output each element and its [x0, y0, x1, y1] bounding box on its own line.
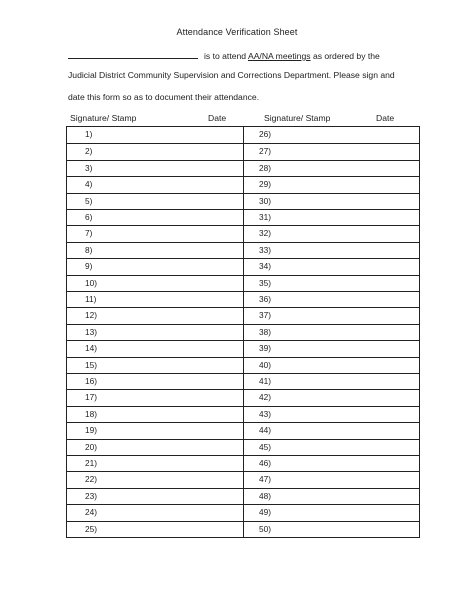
table-row [67, 127, 419, 143]
left-signature-cell[interactable] [67, 210, 243, 225]
row-number-right: 39) [259, 343, 271, 354]
table-row [67, 275, 419, 291]
left-signature-cell[interactable] [67, 243, 243, 258]
table-row [67, 373, 419, 389]
row-number-left: 6) [85, 212, 93, 222]
row-number-left: 11) [85, 294, 97, 304]
table-row [67, 160, 419, 176]
intro-text-ordered: as ordered by the [312, 51, 380, 61]
row-number-right: 44) [259, 425, 271, 436]
row-number-right: 37) [259, 310, 271, 321]
row-number-right: 40) [259, 359, 271, 370]
table-row [67, 471, 419, 487]
row-number-left: 9) [85, 261, 93, 272]
table-row [67, 521, 419, 537]
left-signature-header: Signature/ Stamp [70, 113, 137, 123]
meetings-underlined-text: AA/NA meetings [247, 51, 311, 61]
left-signature-cell[interactable] [67, 127, 243, 143]
row-number-right: 43) [259, 408, 271, 419]
left-signature-cell[interactable] [67, 144, 243, 159]
row-number-right: 27) [259, 146, 271, 157]
row-number-left: 12) [85, 310, 97, 321]
left-signature-cell[interactable] [67, 177, 243, 192]
row-number-left: 18) [85, 408, 97, 419]
row-number-right: 45) [259, 441, 271, 452]
row-number-left: 1) [85, 129, 93, 139]
row-number-right: 29) [259, 179, 271, 190]
row-number-right: 38) [259, 326, 271, 337]
intro-line-2: Judicial District Community Supervision and Corrections Department. Please sign and [68, 70, 395, 80]
table-row [67, 455, 419, 471]
table-row [67, 406, 419, 422]
row-number-left: 13) [85, 326, 97, 337]
row-number-left: 25) [85, 523, 97, 534]
table-row [67, 307, 419, 323]
row-number-right: 41) [259, 376, 271, 386]
row-number-right: 31) [259, 212, 271, 222]
right-date-header: Date [376, 113, 395, 123]
row-number-right: 46) [259, 458, 271, 468]
table-row [67, 176, 419, 192]
table-row [67, 258, 419, 274]
table-row [67, 439, 419, 455]
table-row [67, 488, 419, 504]
row-number-left: 3) [85, 162, 93, 173]
right-signature-header: Signature/ Stamp [264, 113, 331, 123]
row-number-right: 36) [259, 294, 271, 304]
row-number-right: 30) [259, 195, 271, 206]
row-number-left: 4) [85, 179, 93, 190]
attendance-table [66, 126, 420, 538]
row-number-left: 24) [85, 507, 97, 518]
row-number-left: 8) [85, 244, 93, 255]
row-number-right: 32) [259, 228, 271, 239]
intro-line-1 [68, 49, 408, 61]
row-number-left: 5) [85, 195, 93, 206]
table-row [67, 340, 419, 356]
row-number-left: 19) [85, 425, 97, 436]
row-number-right: 50) [259, 523, 271, 534]
row-number-right: 28) [259, 162, 271, 173]
row-number-left: 10) [85, 277, 97, 288]
row-number-left: 14) [85, 343, 97, 354]
table-row [67, 143, 419, 159]
table-row [67, 242, 419, 258]
left-date-header: Date [208, 113, 227, 123]
left-signature-cell[interactable] [67, 161, 243, 176]
row-number-left: 2) [85, 146, 93, 157]
table-row [67, 291, 419, 307]
row-number-left: 23) [85, 490, 97, 501]
row-number-right: 48) [259, 490, 271, 501]
table-row [67, 324, 419, 340]
row-number-left: 17) [85, 392, 97, 403]
name-blank-line[interactable] [68, 49, 198, 59]
table-row [67, 389, 419, 405]
row-number-right: 42) [259, 392, 271, 403]
table-row [67, 357, 419, 373]
intro-line-3: date this form so as to document their attendance. [68, 92, 260, 102]
row-number-right: 34) [259, 261, 271, 272]
row-number-left: 21) [85, 458, 97, 468]
left-signature-cell[interactable] [67, 226, 243, 241]
table-row [67, 225, 419, 241]
left-signature-cell[interactable] [67, 259, 243, 274]
row-number-right: 35) [259, 277, 271, 288]
table-row [67, 504, 419, 520]
row-number-left: 22) [85, 474, 97, 485]
table-row [67, 422, 419, 438]
row-number-right: 47) [259, 474, 271, 485]
row-number-left: 20) [85, 441, 97, 452]
row-number-left: 7) [85, 228, 93, 239]
table-row [67, 193, 419, 209]
row-number-left: 15) [85, 359, 97, 370]
row-number-right: 26) [259, 129, 271, 139]
page-title: Attendance Verification Sheet [176, 27, 298, 37]
row-number-right: 33) [259, 244, 271, 255]
row-number-left: 16) [85, 376, 97, 386]
row-number-right: 49) [259, 507, 271, 518]
table-row [67, 209, 419, 225]
left-signature-cell[interactable] [67, 194, 243, 209]
intro-text-attend: is to attend [204, 51, 247, 61]
